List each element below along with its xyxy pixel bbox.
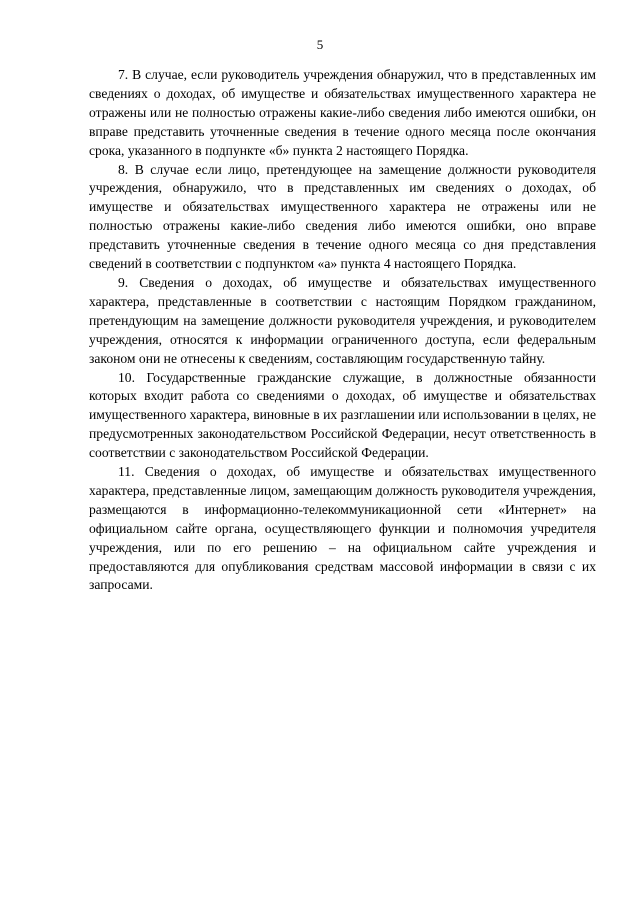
paragraph-10: 10. Государственные гражданские служащие, в должностные обязанности которых входит работа со сведениями о доходах, об имуществе и обязательствах имущественного характера, виновные в их разглашении или использовании в целях, не предусмотренных законодательством Российской Федерации, несут ответственность в соответствии с законодательством Российской Федерации. [89,369,596,461]
paragraph-11: 11. Сведения о доходах, об имуществе и обязательствах имущественного характера, представленные лицом, замещающим должность руководителя учреждения, размещаются в информационно-телекоммуникационной сети «Интернет» на официальном сайте органа, осуществляющего функции и полномочия учредителя учреждения, или по его решению – на официальном сайте учреждения и предоставляются для опубликования средствам массовой информации в связи с их запросами. [89,464,596,593]
page-number: 5 [316,37,324,52]
document-body [89,66,596,595]
paragraph-7: 7. В случае, если руководитель учреждения обнаружил, что в представленных им сведениях о доходах, об имуществе и обязательствах имущественного характера не отражены или не полностью отражены какие-либо сведения либо имеются ошибки, он вправе представить уточненные сведения в течение одного месяца после окончания срока, указанного в подпункте «б» пункта 2 настоящего Порядка. [89,67,596,158]
paragraph-9: 9. Сведения о доходах, об имуществе и обязательствах имущественного характера, представленные в соответствии с настоящим Порядком гражданином, претендующим на замещение должности руководителя учреждения, и руководителем учреждения, относятся к информации ограниченного доступа, если федеральным законом они не отнесены к сведениям, составляющим государственную тайну. [89,274,596,366]
paragraph-8: 8. В случае если лицо, претендующее на замещение должности руководителя учреждения, обнаружило, что в представленных им сведениях о доходах, об имуществе и обязательствах имущественного характера не отражены или не полностью отражены какие-либо сведения либо имеются ошибки, оно вправе представить уточненные сведения в течение одного месяца со дня представления сведений в соответствии с подпунктом «а» пункта 4 настоящего Порядка. [89,161,596,272]
